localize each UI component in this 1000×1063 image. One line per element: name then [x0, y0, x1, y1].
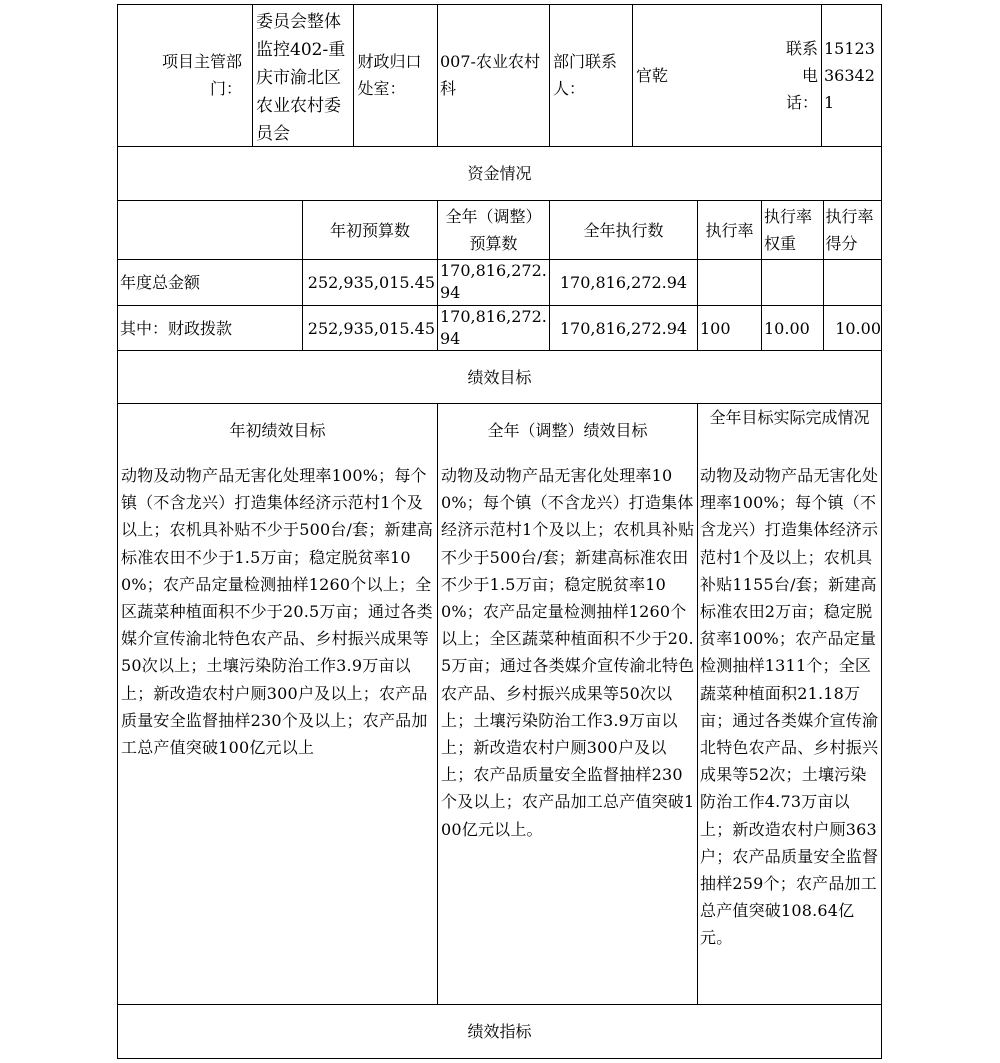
initial-goals-text: 动物及动物产品无害化处理率100%；每个镇（不含龙兴）打造集体经济示范村1个及以上；农机具补贴不少于500台/套；新建高标准农田不少于1.5万亩；稳定脱贫率100%；农产品定量检测抽样1260个以上；全区蔬菜种植面积不少于20.5万亩；通过各类媒介宣传渝北特色农产品、乡村振兴成果等50次以上；土壤污染防治工作3.9万亩以上；新改造农村户厕300户及以上；农产品质量安全监督抽样230个及以上；农产品加工总产值突破100亿元以上	[121, 466, 434, 758]
contact-person-label: 部门联系人：	[553, 52, 618, 98]
finance-office-label: 财政归口处室：	[357, 52, 422, 98]
funds-section-title: 资金情况	[467, 164, 532, 183]
row-fiscal-initial: 252,935,015.45	[307, 318, 435, 338]
adjusted-goals-text: 动物及动物产品无害化处理率100%；每个镇（不含龙兴）打造集体经济示范村1个及以上；农机具补贴不少于500台/套；新建高标准农田不少于1.5万亩；稳定脱贫率100%；农产品定量检测抽样1260个以上；全区蔬菜种植面积不少于20.5万亩；通过各类媒介宣传渝北特色农产品、乡村振兴成果等50次以上；土壤污染防治工作3.9万亩以上；新改造农村户厕300户及以上；农产品质量安全监督抽样230个及以上；农产品加工总产值突破100亿元以上。	[441, 466, 695, 839]
actual-completion-text: 动物及动物产品无害化处理率100%；每个镇（不含龙兴）打造集体经济示范村1个及以上；农机具补贴1155台/套；新建高标准农田2万亩；稳定脱贫率100%；农产品定量检测抽样1311个；全区蔬菜种植面积21.18万亩；通过各类媒介宣传渝北特色农产品、乡村振兴成果等52次；土壤污染防治工作4.73万亩以上；新改造农村户厕363户；农产品质量安全监督抽样259个；农产品加工总产值突破108.64亿元。	[700, 466, 879, 948]
row-fiscal-score: 10.00	[835, 318, 881, 338]
col-exec-rate: 执行率	[705, 220, 754, 240]
contact-person-value: 官乾	[636, 65, 669, 85]
dept-value: 委员会整体监控402-重庆市渝北区农业农村委员会	[256, 12, 346, 144]
row-fiscal-weight: 10.00	[764, 318, 810, 338]
finance-office-value: 007-农业农村科	[440, 52, 540, 98]
row-total-executed: 170,816,272.94	[559, 273, 688, 292]
col-initial-goals: 年初绩效目标	[229, 421, 326, 440]
goals-section-title: 绩效目标	[467, 367, 532, 387]
col-actual-completion: 全年目标实际完成情况	[709, 408, 870, 427]
col-initial-budget: 年初预算数	[329, 220, 410, 240]
row-total-label: 年度总金额	[120, 273, 201, 292]
row-fiscal-adjusted: 170,816,272.94	[440, 307, 547, 348]
row-fiscal-label: 其中：财政拨款	[120, 318, 233, 338]
row-total-initial: 252,935,015.45	[307, 273, 435, 292]
col-adjusted-budget: 全年（调整）预算数	[445, 207, 542, 253]
row-fiscal-executed: 170,816,272.94	[559, 318, 688, 338]
row-fiscal-rate: 100	[700, 318, 731, 338]
row-total-adjusted: 170,816,272.94	[440, 261, 547, 302]
performance-report-table	[117, 4, 882, 1059]
col-adjusted-goals: 全年（调整）绩效目标	[487, 421, 648, 440]
col-executed: 全年执行数	[583, 220, 664, 240]
row-total-score	[824, 260, 881, 305]
col-exec-rate-score: 执行率得分	[825, 207, 874, 253]
dept-label: 项目主管部门：	[161, 52, 242, 98]
phone-value: 15123363421	[824, 38, 875, 112]
row-total-rate	[698, 260, 761, 305]
row-total-weight	[762, 260, 823, 305]
col-exec-rate-weight: 执行率权重	[764, 207, 813, 253]
indicators-section-title: 绩效指标	[467, 1022, 532, 1041]
phone-label: 联系电话：	[785, 38, 818, 112]
